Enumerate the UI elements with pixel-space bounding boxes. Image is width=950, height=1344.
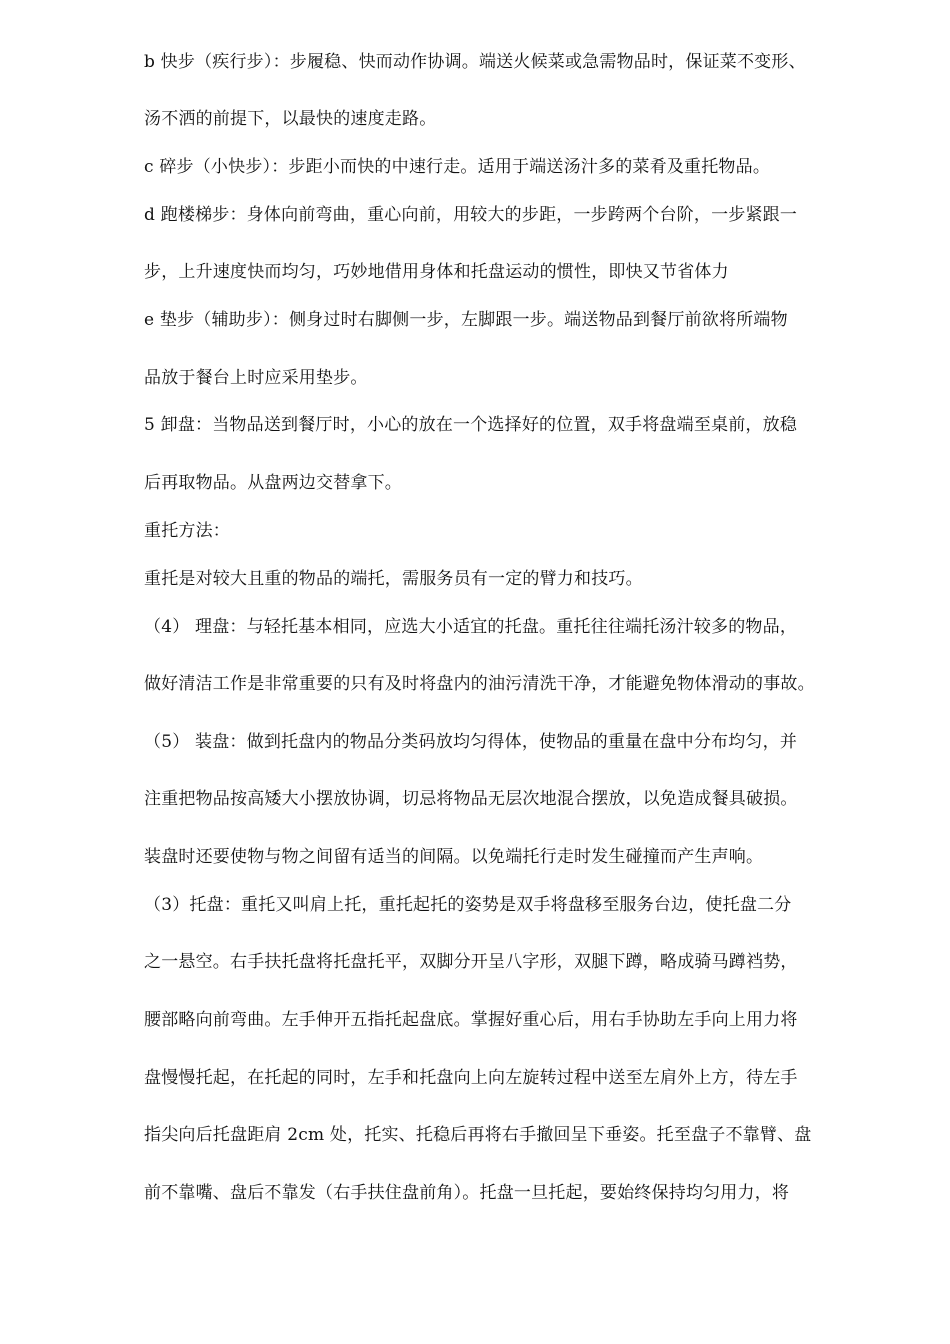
text-line-21: 指尖向后托盘距肩 2cm 处，托实、托稳后再将右手撤回呈下垂姿。托至盘子不靠臂、盘 — [144, 1125, 812, 1145]
text-line-14: （5） 装盘：做到托盘内的物品分类码放均匀得体，使物品的重量在盘中分布均匀，并 — [144, 732, 798, 752]
text-line-10: 重托方法： — [144, 521, 230, 541]
text-line-9: 后再取物品。从盘两边交替拿下。 — [144, 473, 402, 493]
text-line-1: b 快步（疾行步）：步履稳、快而动作协调。端送火候菜或急需物品时，保证菜不变形、 — [144, 52, 806, 72]
text-line-7: 品放于餐台上时应采用垫步。 — [144, 368, 368, 388]
text-line-11: 重托是对较大且重的物品的端托，需服务员有一定的臂力和技巧。 — [144, 569, 643, 589]
text-line-12: （4） 理盘：与轻托基本相同，应选大小适宜的托盘。重托往往端托汤汁较多的物品， — [144, 617, 798, 637]
text-line-6: e 垫步（辅助步）：侧身过时右脚侧一步，左脚跟一步。端送物品到餐厅前欲将所端物 — [144, 310, 788, 330]
text-line-8: 5 卸盘：当物品送到餐厅时，小心的放在一个选择好的位置，双手将盘端至桌前，放稳 — [144, 415, 798, 435]
text-line-13: 做好清洁工作是非常重要的只有及时将盘内的油污清洗干净，才能避免物体滑动的事故。 — [144, 674, 815, 694]
text-line-18: 之一悬空。右手扶托盘将托盘托平，双脚分开呈八字形，双腿下蹲，略成骑马蹲裆势， — [144, 952, 798, 972]
text-line-17: （3）托盘：重托又叫肩上托，重托起托的姿势是双手将盘移至服务台边，使托盘二分 — [144, 895, 792, 915]
text-line-22: 前不靠嘴、盘后不靠发（右手扶住盘前角）。托盘一旦托起，要始终保持均匀用力，将 — [144, 1183, 790, 1203]
text-line-20: 盘慢慢托起，在托起的同时，左手和托盘向上向左旋转过程中送至左肩外上方，待左手 — [144, 1068, 798, 1088]
text-line-15: 注重把物品按高矮大小摆放协调，切忌将物品无层次地混合摆放，以免造成餐具破损。 — [144, 789, 798, 809]
text-line-16: 装盘时还要使物与物之间留有适当的间隔。以免端托行走时发生碰撞而产生声响。 — [144, 847, 764, 867]
text-line-19: 腰部略向前弯曲。左手伸开五指托起盘底。掌握好重心后，用右手协助左手向上用力将 — [144, 1010, 798, 1030]
text-line-4: d 跑楼梯步：身体向前弯曲，重心向前，用较大的步距，一步跨两个台阶，一步紧跟一 — [144, 205, 798, 225]
text-line-3: c 碎步（小快步）：步距小而快的中速行走。适用于端送汤汁多的菜肴及重托物品。 — [144, 157, 771, 177]
text-line-2: 汤不洒的前提下，以最快的速度走路。 — [144, 109, 437, 129]
text-line-5: 步，上升速度快而均匀，巧妙地借用身体和托盘运动的惯性，即快又节省体力 — [144, 262, 729, 282]
